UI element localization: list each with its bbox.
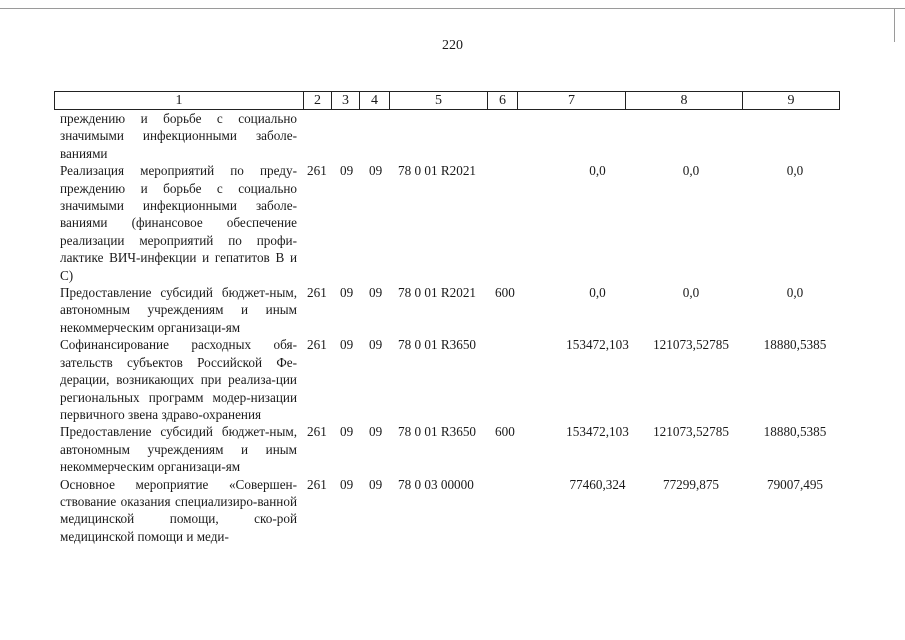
target-article-code: 78 0 01 R3650 bbox=[398, 424, 477, 440]
amount-col-7: 0,0 bbox=[589, 285, 606, 301]
section-code: 09 bbox=[340, 285, 354, 301]
subsection-code: 09 bbox=[369, 163, 383, 179]
target-article-code: 78 0 01 R3650 bbox=[398, 337, 477, 353]
table-row bbox=[60, 284, 850, 336]
header-cell-8: 8 bbox=[626, 92, 743, 110]
row-description: Предоставление субсидий бюджет-ным, автономным учреждениям и иным некоммерческим организаци-ям bbox=[60, 285, 297, 335]
row-description: Основное мероприятие «Совершен-ствование оказания специализиро-ванной медицинской помощи, ско-рой медицинской помощи и меди- bbox=[60, 476, 297, 544]
amount-col-9: 18880,5385 bbox=[763, 337, 827, 353]
subsection-code: 09 bbox=[369, 337, 383, 353]
scan-top-rule bbox=[0, 8, 905, 9]
header-cell-2: 2 bbox=[304, 92, 332, 110]
amount-col-8: 121073,52785 bbox=[653, 424, 729, 440]
header-cell-6: 6 bbox=[488, 92, 518, 110]
amount-col-8: 0,0 bbox=[682, 285, 700, 301]
row-description: преждению и борьбе с социально значимыми инфекционными заболе-ваниями bbox=[60, 111, 297, 161]
amount-col-8: 77299,875 bbox=[662, 476, 720, 492]
ministry-code: 261 bbox=[307, 163, 327, 179]
ministry-code: 261 bbox=[307, 337, 327, 353]
section-code: 09 bbox=[340, 424, 354, 440]
table-row bbox=[60, 162, 850, 284]
amount-col-8: 0,0 bbox=[682, 163, 700, 179]
table-body bbox=[60, 110, 850, 545]
header-cell-4: 4 bbox=[360, 92, 390, 110]
scan-right-rule bbox=[894, 8, 895, 42]
subsection-code: 09 bbox=[369, 424, 383, 440]
expense-type-code: 600 bbox=[495, 424, 515, 440]
table-row bbox=[60, 336, 850, 423]
page-number: 220 bbox=[442, 38, 463, 53]
subsection-code: 09 bbox=[369, 285, 383, 301]
ministry-code: 261 bbox=[307, 476, 327, 492]
amount-col-8: 121073,52785 bbox=[653, 337, 729, 353]
amount-col-7: 77460,324 bbox=[569, 476, 626, 492]
expense-type-code: 600 bbox=[495, 285, 515, 301]
amount-col-7: 153472,103 bbox=[566, 337, 629, 353]
amount-col-7: 0,0 bbox=[589, 163, 606, 179]
header-row bbox=[55, 92, 840, 110]
column-header-table bbox=[54, 91, 840, 110]
header-cell-5: 5 bbox=[390, 92, 488, 110]
header-cell-7: 7 bbox=[518, 92, 626, 110]
table-row bbox=[60, 423, 850, 475]
ministry-code: 261 bbox=[307, 424, 327, 440]
header-cell-3: 3 bbox=[332, 92, 360, 110]
target-article-code: 78 0 03 00000 bbox=[398, 476, 474, 492]
section-code: 09 bbox=[340, 163, 354, 179]
amount-col-9: 79007,495 bbox=[766, 476, 824, 492]
subsection-code: 09 bbox=[369, 476, 383, 492]
row-description: Предоставление субсидий бюджет-ным, автономным учреждениям и иным некоммерческим организаци-ям bbox=[60, 424, 297, 475]
section-code: 09 bbox=[340, 476, 354, 492]
amount-col-9: 0,0 bbox=[786, 285, 804, 301]
amount-col-9: 18880,5385 bbox=[763, 424, 827, 440]
row-description: Софинансирование расходных обя-зательств субъектов Российской Фе-дерации, возникающих при реализа-ции региональных программ модер-низации первичного звена здраво-охранения bbox=[60, 337, 297, 422]
table-row bbox=[60, 110, 850, 162]
section-code: 09 bbox=[340, 337, 354, 353]
target-article-code: 78 0 01 R2021 bbox=[398, 285, 477, 301]
row-description: Реализация мероприятий по преду-преждению и борьбе с социально значимыми инфекционными заболе-ваниями (финансовое обеспечение реализации мероприятий по профи-лактике ВИЧ-инфекции и гепатитов В и С) bbox=[60, 163, 297, 283]
target-article-code: 78 0 01 R2021 bbox=[398, 163, 477, 179]
header-cell-1: 1 bbox=[55, 92, 304, 110]
amount-col-7: 153472,103 bbox=[566, 424, 629, 440]
table-row bbox=[60, 476, 850, 546]
ministry-code: 261 bbox=[307, 285, 327, 301]
header-cell-9: 9 bbox=[743, 92, 840, 110]
amount-col-9: 0,0 bbox=[786, 163, 804, 179]
